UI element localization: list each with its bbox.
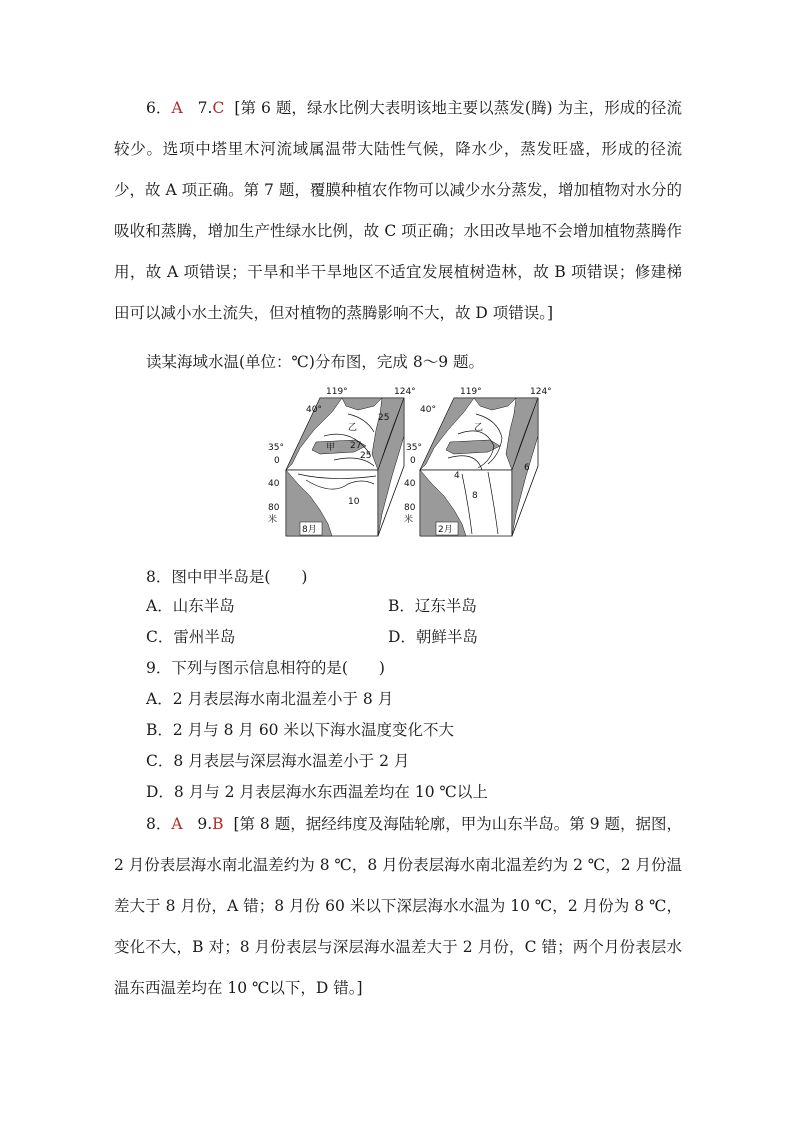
- lon-124-right: 124°: [530, 387, 552, 397]
- q9-option-d: D．8 月与 2 月表层海水东西温差均在 10 ℃以上: [146, 783, 488, 801]
- answer-8-9-explanation: [第 8 题，据经纬度及海陆轮廓，甲为山东半岛。第 9 题，据图，2 月份表层海水南北温差约为 8 ℃，8 月份表层海水南北温差约为 2 ℃，2 月份温差大于 8 月份，A 错；8 月份 60 米以下深层海水水温为 10 ℃，2 月份为 8 ℃，变化不大，B 对；8 月份表层与深层海水温差大于 2 月份，C 错；两个月份表层水温东西温差均在 10 ℃以下，D 错。]: [114, 815, 683, 997]
- block-august: [286, 398, 404, 536]
- depth-unit-left: 米: [268, 515, 278, 525]
- depth-unit-right: 米: [404, 515, 414, 525]
- block-february: [420, 398, 538, 536]
- lon-124-left: 124°: [394, 387, 416, 397]
- depth-80-right: 80: [404, 503, 416, 513]
- depth-0-right: 0: [410, 456, 416, 466]
- answer-6-7-explanation: [第 6 题，绿水比例大表明该地主要以蒸发(腾) 为主，形成的径流较少。选项中塔里木河流域属温带大陆性气候，降水少，蒸发旺盛，形成的径流少，故 A 项正确。第 7 题，覆膜种植农作物可以减少水分蒸发，增加植物对水分的吸收和蒸腾，增加生产性绿水比例，故 C 项正确；水田改旱地不会增加植物蒸腾作用，故 A 项错误；干旱和半干旱地区不适宜发展植树造林，故 B 项错误；修建梯田可以减小水土流失，但对植物的蒸腾影响不大，故 D 项错误。]: [114, 99, 682, 322]
- lon-119-right: 119°: [460, 387, 482, 397]
- label-27: 27: [350, 441, 362, 451]
- q6-number: 6．: [146, 99, 172, 117]
- lon-119-left: 119°: [326, 387, 348, 397]
- label-yi-left: 乙: [348, 423, 358, 433]
- lat-40-left: 40°: [306, 405, 322, 415]
- label-10: 10: [348, 497, 360, 507]
- q7-answer: C: [212, 99, 225, 117]
- q8-answer: A: [171, 815, 183, 833]
- q8-stem: 8．图中甲半岛是( ): [146, 568, 308, 586]
- depth-40-left: 40: [268, 479, 280, 489]
- month-august: 8月: [302, 525, 317, 535]
- lat-35-right: 35°: [406, 443, 422, 453]
- q9-stem: 9．下列与图示信息相符的是( ): [146, 659, 385, 677]
- q9-option-b: B．2 月与 8 月 60 米以下海水温度变化不大: [146, 721, 454, 739]
- label-25b: 25: [360, 451, 372, 461]
- q9-answer: B: [212, 815, 224, 833]
- label-4: 4: [454, 471, 460, 481]
- q8-option-b: B．辽东半岛: [388, 597, 477, 615]
- depth-80-left: 80: [268, 503, 280, 513]
- q8-option-a: A．山东半岛: [146, 597, 235, 615]
- sea-temperature-figure: [262, 384, 562, 554]
- depth-0-left: 0: [274, 456, 280, 466]
- label-8: 8: [472, 491, 478, 501]
- q8-option-c: C．雷州半岛: [146, 628, 236, 646]
- q8-option-d: D．朝鲜半岛: [388, 628, 478, 646]
- label-6: 6: [524, 463, 530, 473]
- label-25a: 25: [378, 413, 390, 423]
- q7-number: 7.: [197, 99, 213, 117]
- answer-8-9: [114, 804, 682, 1009]
- q9-number: 9.: [197, 815, 213, 833]
- q8-number: 8．: [146, 815, 172, 833]
- month-february: 2月: [438, 525, 453, 535]
- label-jia: 甲: [326, 443, 336, 453]
- figure-intro: 读某海域水温(单位：℃)分布图，完成 8～9 题。: [146, 353, 485, 371]
- answer-6-7: [114, 88, 682, 334]
- depth-40-right: 40: [404, 479, 416, 489]
- lat-40-right: 40°: [420, 405, 436, 415]
- label-yi-right: 乙: [474, 423, 484, 433]
- q9-option-a: A．2 月表层海水南北温差小于 8 月: [146, 690, 394, 708]
- q6-answer: A: [171, 99, 183, 117]
- lat-35-left: 35°: [268, 443, 284, 453]
- q9-option-c: C．8 月表层与深层海水温差小于 2 月: [146, 752, 410, 770]
